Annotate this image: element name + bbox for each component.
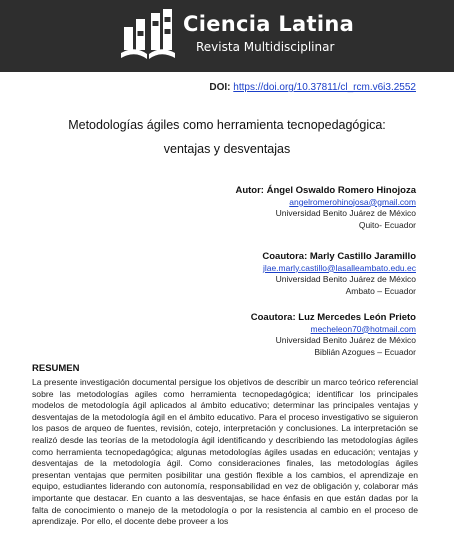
author-name: Coautora: Luz Mercedes León Prieto	[250, 312, 416, 323]
article-title-line-2: ventajas y desventajas	[163, 142, 291, 156]
author-block-1	[235, 185, 416, 231]
book-pages-logo-icon	[117, 7, 179, 65]
author-email-link[interactable]: angelromerohinojosa@gmail.com	[289, 196, 416, 207]
author-email-link[interactable]: mecheleon70@hotmail.com	[310, 323, 416, 334]
author-affiliation: Universidad Benito Juárez de México	[275, 274, 416, 284]
abstract-text: La presente investigación documental persigue los objetivos de describir un marco teórico referencial sobre las metodologías agiles como herramienta tecnopedagógica; identificar los principales modelos de metodología ágil aplicados al ámbito educativo; determinar las principales ventajas y desventajas de la metodología ágil en el ámbito educativo. Para el proceso investigativo se siguieron los pasos de arqueo de fuentes, revisión, cotejo, interpretación y conclusiones. La interpretación se realizó desde las teorías de la metodología ágil identificando y describiendo las metodologías ágiles como herramienta tecnopedagógica; algunas metodologías ágiles usadas en educación; ventajas y desventajas de la metodología ágil. Como consideraciones finales, las metodologías ágiles presentan ventajas que permiten posibilitar una gestión flexible a los cambios, el aprendizaje en equipo, estudiantes liderando con autonomía, responsabilidad en vez de obligación y, colaborar más importante que destacar. En cuanto a las desventajas, se hace énfasis en que están dadas por la falta de conocimiento o manejo de la metodología o por la resistencia al cambio en el proceso de aprendizaje. Por ello, el docente debe proveer a los	[32, 377, 418, 527]
article-title-line-1: Metodologías ágiles como herramienta tecnopedagógica:	[68, 118, 386, 132]
author-location: Quito- Ecuador	[358, 219, 416, 230]
doi-link[interactable]: https://doi.org/10.37811/cl_rcm.v6i3.2552	[233, 82, 416, 93]
journal-header-banner	[0, 0, 454, 72]
author-location: Biblián Azogues – Ecuador	[314, 346, 416, 357]
author-affiliation: Universidad Benito Juárez de México	[275, 208, 416, 218]
author-name: Autor: Ángel Oswaldo Romero Hinojoza	[235, 185, 416, 196]
journal-subtitle: Revista Multidisciplinar	[196, 40, 335, 54]
author-name: Coautora: Marly Castillo Jaramillo	[262, 251, 416, 262]
journal-title: Ciencia Latina	[183, 12, 355, 36]
doi-label: DOI:	[209, 82, 231, 93]
doi-line	[209, 82, 416, 93]
author-location: Ambato – Ecuador	[345, 285, 416, 296]
author-affiliation: Universidad Benito Juárez de México	[275, 335, 416, 345]
author-block-3	[251, 312, 416, 358]
author-email-link[interactable]: jlae.marly.castillo@lasalleambato.edu.ec	[262, 262, 416, 273]
author-block-2	[262, 251, 416, 297]
abstract-heading: RESUMEN	[32, 363, 80, 374]
